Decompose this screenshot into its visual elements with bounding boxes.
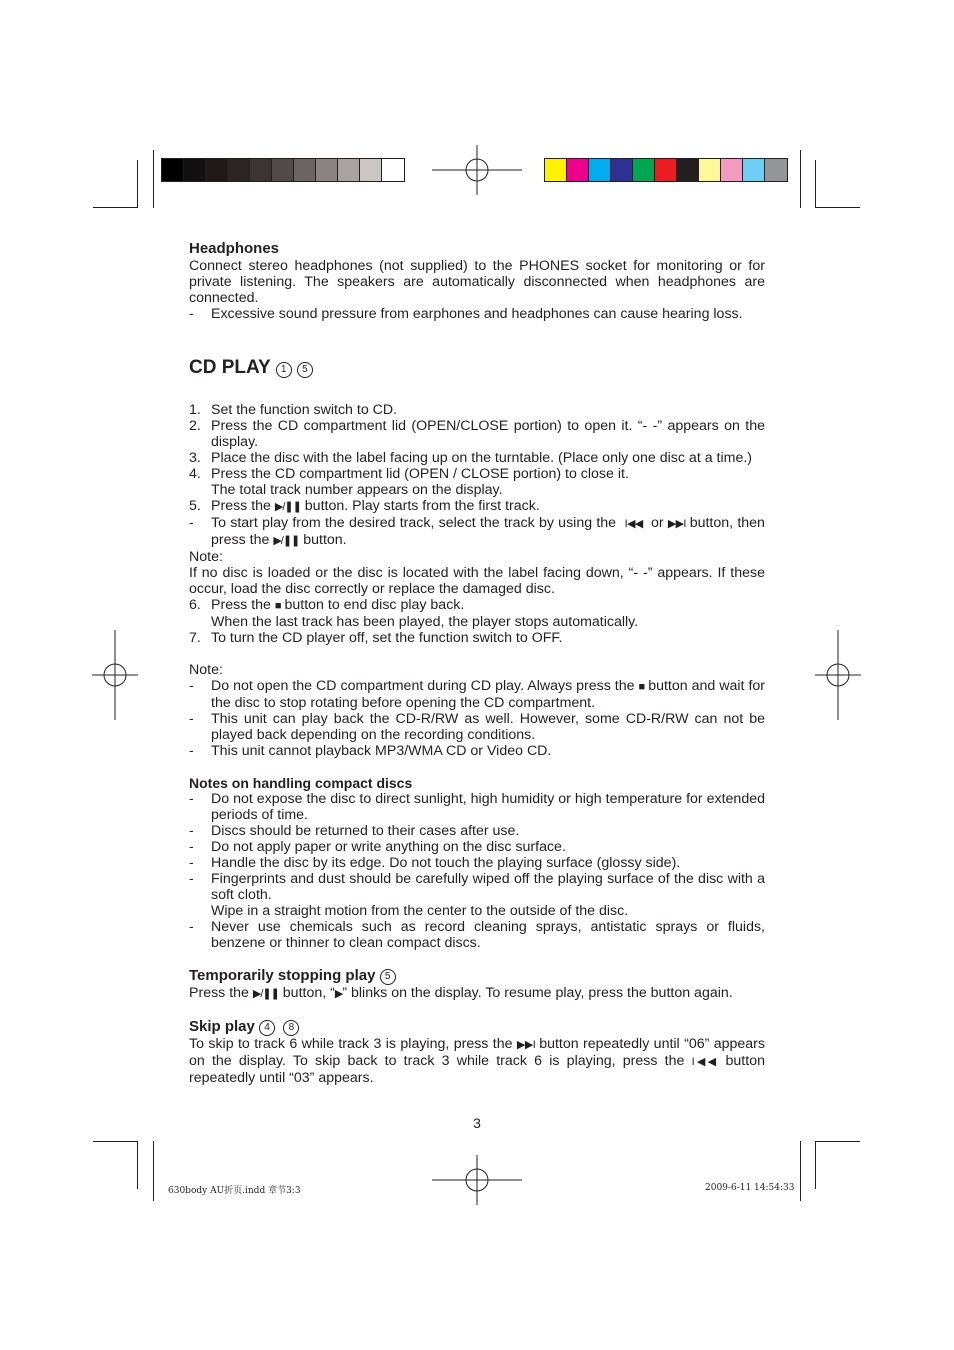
skip-body: To skip to track 6 while track 3 is playing, press the ▶▶I button repeatedly until “06” appears on the display. To skip back to track 3 while track 6 is playing, press the I◀◀ button repeatedly until “03” appears. (189, 1036, 765, 1086)
cd-play-heading (189, 356, 765, 380)
crop-mark (800, 150, 801, 208)
note-section (189, 662, 765, 759)
list-item: 7. To turn the CD player off, set the function switch to OFF. (189, 630, 563, 646)
list-item: 6. Press the ■ button to end disc play back. (189, 597, 465, 613)
stop-icon: ■ (638, 681, 645, 693)
headphones-body: Connect stereo headphones (not supplied) to the PHONES socket for monitoring or for private listening. The speakers are automatically disconnected when headphones are connected. (189, 258, 765, 306)
list-item: - To start play from the desired track, select the track by using the I◀◀ or ▶▶I button, then press the ▶/❚❚ button. (189, 515, 765, 548)
color-swatch (228, 159, 250, 181)
crop-mark (800, 1141, 801, 1201)
list-item: - This unit can play back the CD-R/RW as well. However, some CD-R/RW can not be played back depending on the recording conditions. (189, 711, 765, 743)
skip-forward-icon: ▶▶I (667, 518, 686, 530)
crop-mark (93, 1141, 138, 1142)
note-label: Note: (189, 549, 223, 565)
color-swatch (567, 159, 589, 181)
list-item: - Do not expose the disc to direct sunlight, high humidity or high temperature for extended periods of time. (189, 791, 765, 823)
list-item: When the last track has been played, the player stops automatically. (211, 614, 639, 630)
figure-ref-badge: 4 (259, 1020, 275, 1036)
list-item: - Do not apply paper or write anything on the disc surface. (189, 839, 566, 855)
play-pause-icon: ▶/❚❚ (273, 535, 300, 547)
pause-section (189, 967, 765, 1002)
pause-body: Press the ▶/❚❚ button, “▶” blinks on the display. To resume play, press the button again. (189, 985, 733, 1001)
play-pause-icon: ▶/❚❚ (274, 501, 301, 513)
page-number: 3 (473, 1115, 481, 1131)
color-swatch (316, 159, 338, 181)
skip-back-icon: I◀◀ (624, 518, 643, 530)
skip-section (189, 1018, 765, 1086)
cd-play-title: CD PLAY (189, 357, 271, 378)
crop-mark (153, 1141, 154, 1201)
crop-mark (815, 207, 860, 208)
handling-heading: Notes on handling compact discs (189, 775, 413, 791)
color-swatch (382, 159, 404, 181)
registration-mark-icon (432, 1135, 522, 1225)
crop-mark (137, 160, 138, 208)
color-swatch (743, 159, 765, 181)
handling-section (189, 775, 765, 951)
color-swatch (294, 159, 316, 181)
list-item: - Do not open the CD compartment during CD play. Always press the ■ button and wait for the disc to stop rotating before opening the CD compartment. (189, 678, 766, 711)
list-item: 3. Place the disc with the label facing up on the turntable. (Place only one disc at a time.) (189, 450, 753, 466)
color-swatch (611, 159, 633, 181)
headphones-heading: Headphones (189, 240, 280, 257)
play-icon: ▶ (334, 988, 343, 1000)
note-label: Note: (189, 662, 223, 678)
color-swatch (360, 159, 382, 181)
figure-ref-badge: 1 (276, 362, 292, 378)
color-swatch (589, 159, 611, 181)
bullet-dash: - (189, 306, 194, 322)
skip-back-icon: I◀◀ (691, 1056, 719, 1068)
list-item: 2. Press the CD compartment lid (OPEN/CLOSE portion) to open it. “- -” appears on the display. (189, 418, 765, 450)
color-swatch (250, 159, 272, 181)
figure-ref-badge: 5 (297, 362, 313, 378)
color-bar (544, 158, 788, 182)
list-item: Wipe in a straight motion from the center to the outside of the disc. (211, 903, 629, 919)
stop-icon: ■ (274, 600, 281, 612)
figure-ref-badge: 8 (283, 1020, 299, 1036)
list-item: 1. Set the function switch to CD. (189, 402, 398, 418)
color-swatch (162, 159, 184, 181)
list-item: - This unit cannot playback MP3/WMA CD or Video CD. (189, 743, 552, 759)
color-swatch (272, 159, 294, 181)
play-pause-icon: ▶/❚❚ (252, 988, 279, 1000)
list-item (189, 306, 765, 322)
headphones-warning: Excessive sound pressure from earphones and headphones can cause hearing loss. (211, 306, 743, 322)
registration-mark-icon (70, 630, 160, 720)
color-swatch (184, 159, 206, 181)
list-item: - Handle the disc by its edge. Do not touch the playing surface (glossy side). (189, 855, 681, 871)
color-swatch (765, 159, 787, 181)
color-swatch (655, 159, 677, 181)
crop-mark (93, 207, 138, 208)
skip-heading: Skip play 4 8 (189, 1018, 765, 1036)
note-text: If no disc is loaded or the disc is located with the label facing down, “- -” appears. If these occur, load the disc correctly or replace the damaged disc. (189, 565, 765, 597)
figure-ref-badge: 5 (380, 969, 396, 985)
color-swatch (338, 159, 360, 181)
list-item: 5. Press the ▶/❚❚ button. Play starts from the first track. (189, 498, 540, 514)
cd-play-steps (189, 402, 765, 646)
page-content (189, 240, 765, 1086)
registration-mark-icon (432, 125, 522, 215)
list-item: - Discs should be returned to their cases after use. (189, 823, 520, 839)
crop-mark (815, 1141, 860, 1142)
color-swatch (633, 159, 655, 181)
skip-forward-icon: ▶▶I (516, 1039, 535, 1051)
registration-mark-icon (793, 630, 883, 720)
crop-mark (137, 1141, 138, 1189)
crop-mark (815, 160, 816, 208)
color-swatch (699, 159, 721, 181)
color-swatch (677, 159, 699, 181)
list-item: - Never use chemicals such as record cleaning sprays, antistatic sprays or fluids, benzene or thinner to clean compact discs. (189, 919, 765, 951)
pause-heading: Temporarily stopping play 5 (189, 967, 765, 985)
list-item: 4. Press the CD compartment lid (OPEN / CLOSE portion) to close it. (189, 466, 629, 482)
slug-file-info: 630body AU折页.indd 章节3:3 (168, 1186, 301, 1196)
color-swatch (721, 159, 743, 181)
color-swatch (206, 159, 228, 181)
list-item: - Fingerprints and dust should be carefully wiped off the playing surface of the disc with a soft cloth. (189, 871, 765, 903)
crop-mark (815, 1141, 816, 1189)
grayscale-bar (161, 158, 405, 182)
slug-timestamp: 2009-6-11 14:54:33 (705, 1183, 795, 1193)
crop-mark (153, 150, 154, 208)
list-item: The total track number appears on the display. (211, 482, 503, 498)
color-swatch (545, 159, 567, 181)
